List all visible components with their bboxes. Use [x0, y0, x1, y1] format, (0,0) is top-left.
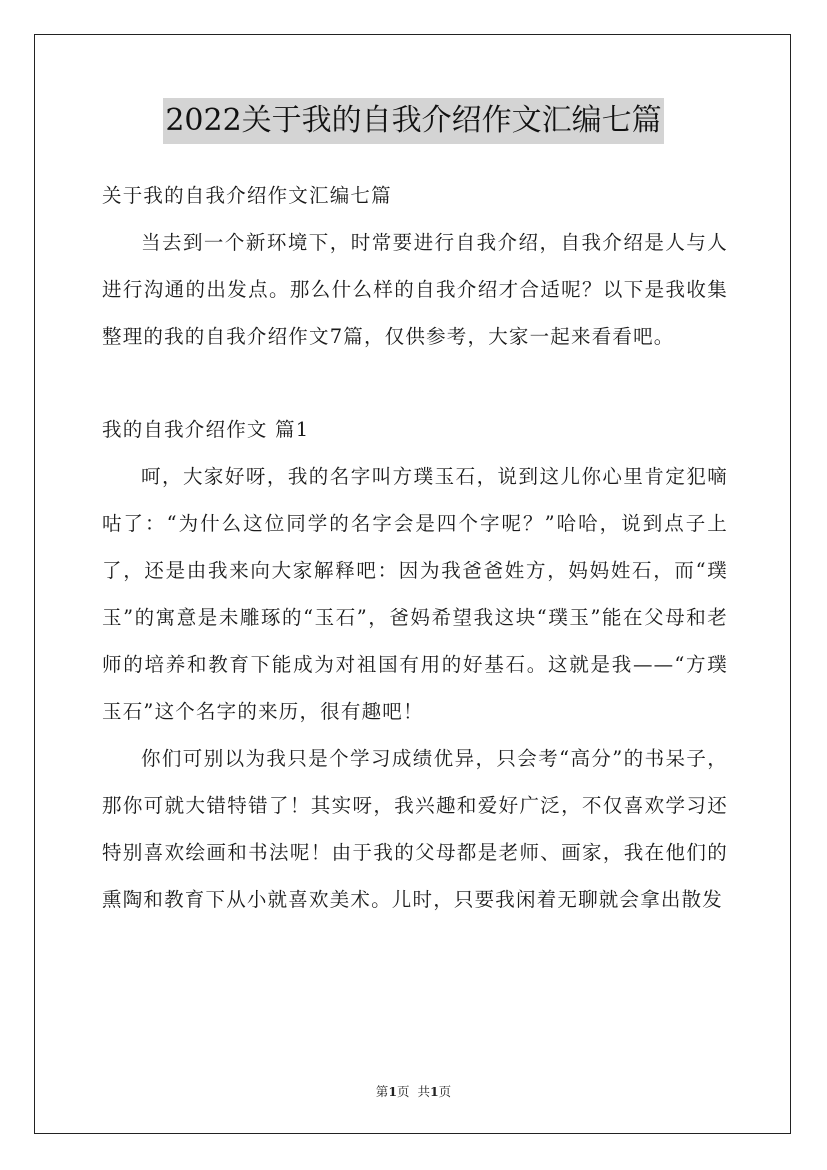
document-subtitle: 关于我的自我介绍作文汇编七篇 [102, 184, 392, 207]
footer-mid: 页 共 [397, 1084, 430, 1099]
footer-suffix: 页 [438, 1084, 452, 1099]
body-paragraph-1: 呵，大家好呀，我的名字叫方璞玉石，说到这儿你心里肯定犯嘀咕了：“为什么这位同学的名字会是四个字呢？”哈哈，说到点子上了，还是由我来向大家解释吧：因为我爸爸姓方，妈妈姓石，而“璞玉”的寓意是未雕琢的“玉石”，爸妈希望我这块“璞玉”能在父母和老师的培养和教育下能成为对祖国有用的好基石。这就是我——“方璞玉石”这个名字的来历，很有趣吧！ [102, 465, 728, 723]
section-heading: 我的自我介绍作文 篇1 [102, 418, 310, 441]
page-footer [0, 1082, 827, 1100]
document-body [102, 172, 728, 923]
footer-current-page: 1 [388, 1084, 398, 1099]
document-title: 2022关于我的自我介绍作文汇编七篇 [163, 98, 663, 144]
intro-paragraph: 当去到一个新环境下，时常要进行自我介绍，自我介绍是人与人进行沟通的出发点。那么什么样的自我介绍才合适呢？以下是我收集整理的我的自我介绍作文7篇，仅供参考，大家一起来看看吧。 [102, 231, 728, 348]
title-wrap [0, 98, 827, 144]
body-paragraph-2: 你们可别以为我只是个学习成绩优异，只会考“高分”的书呆子，那你可就大错特错了！其实呀，我兴趣和爱好广泛，不仅喜欢学习还特别喜欢绘画和书法呢！由于我的父母都是老师、画家，我在他们的熏陶和教育下从小就喜欢美术。儿时，只要我闲着无聊就会拿出散发 [102, 747, 728, 911]
paragraph-spacer [102, 360, 728, 406]
footer-prefix: 第 [375, 1084, 389, 1099]
footer-total-pages: 1 [429, 1084, 439, 1099]
